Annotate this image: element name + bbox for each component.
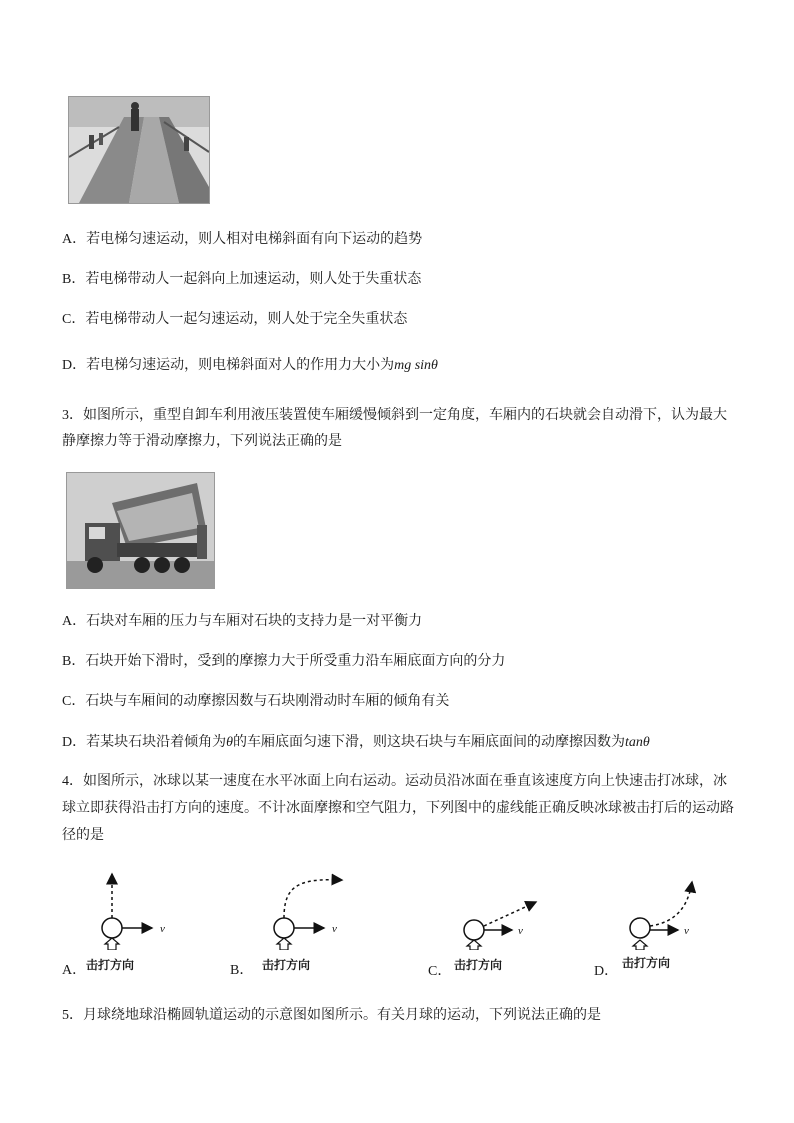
- velocity-label-b: v: [332, 923, 337, 935]
- dump-truck-photo: [66, 472, 215, 589]
- diagram-c: [456, 880, 566, 950]
- q4-stem-line1: 4．如图所示，冰球以某一速度在水平冰面上向右运动。运动员沿冰面在垂直该速度方向上快速击打冰球，冰: [62, 774, 727, 789]
- q3-option-c: C．石块与车厢间的动摩擦因数与石块刚滑动时车厢的倾角有关: [62, 694, 450, 709]
- q4-stem-line3: 径的是: [62, 828, 104, 843]
- velocity-label-a: v: [160, 923, 165, 935]
- q3-stem-line1: 3．如图所示，重型自卸车利用液压装置使车厢缓慢倾斜到一定角度，车厢内的石块就会自动滑下，认为最大: [62, 408, 727, 423]
- up-arrow-icon: [633, 940, 647, 950]
- diagram-d: [622, 876, 712, 950]
- direction-label-c: 击打方向: [454, 958, 503, 972]
- q2-option-d: [62, 356, 438, 376]
- choice-a-label: A．: [62, 963, 87, 978]
- velocity-label-c: v: [518, 925, 523, 937]
- q4-stem-line2: 球立即获得沿击打方向的速度。不计冰面摩擦和空气阻力，下列图中的虚线能正确反映冰球被击打后的运动路: [62, 801, 734, 816]
- choice-d-label: D．: [594, 964, 619, 979]
- q2-option-d-formula: mg sinθ: [394, 358, 438, 373]
- q3-option-d-prefix: D．若某块石块沿着倾角为: [62, 735, 227, 750]
- q2-option-a: A．若电梯匀速运动，则人相对电梯斜面有向下运动的趋势: [62, 232, 423, 247]
- q3-option-b: B．石块开始下滑时，受到的摩擦力大于所受重力沿车厢底面方向的分力: [62, 654, 506, 669]
- choice-b-label: B．: [230, 963, 254, 978]
- q3-option-d-formula: tanθ: [625, 735, 650, 750]
- q2-option-c: C．若电梯带动人一起匀速运动，则人处于完全失重状态: [62, 312, 408, 327]
- escalator-photo: [68, 96, 210, 204]
- q3-option-d-theta: θ: [226, 735, 234, 750]
- q3-stem-line2: 静摩擦力等于滑动摩擦力，下列说法正确的是: [62, 434, 342, 449]
- q3-option-d-mid: 的车厢底面匀速下滑，则这块石块与车厢底面间的动摩擦因数为: [233, 735, 626, 750]
- q2-option-d-text: D．若电梯匀速运动，则电梯斜面对人的作用力大小为: [62, 358, 395, 373]
- q3-option-d: [62, 733, 650, 753]
- up-arrow-icon: [105, 938, 119, 950]
- direction-label-a: 击打方向: [86, 958, 135, 972]
- diagram-b: [262, 866, 372, 950]
- direction-label-b: 击打方向: [262, 958, 311, 972]
- q2-option-b: B．若电梯带动人一起斜向上加速运动，则人处于失重状态: [62, 272, 422, 287]
- up-arrow-icon: [277, 938, 291, 950]
- up-arrow-icon: [467, 940, 481, 950]
- diagram-a: [90, 866, 180, 950]
- choice-c-label: C．: [428, 964, 452, 979]
- direction-label-d: 击打方向: [622, 956, 671, 970]
- q3-option-a: A．石块对车厢的压力与车厢对石块的支持力是一对平衡力: [62, 614, 423, 629]
- q5-stem: 5．月球绕地球沿椭圆轨道运动的示意图如图所示。有关月球的运动，下列说法正确的是: [62, 1008, 601, 1023]
- velocity-label-d: v: [684, 925, 689, 937]
